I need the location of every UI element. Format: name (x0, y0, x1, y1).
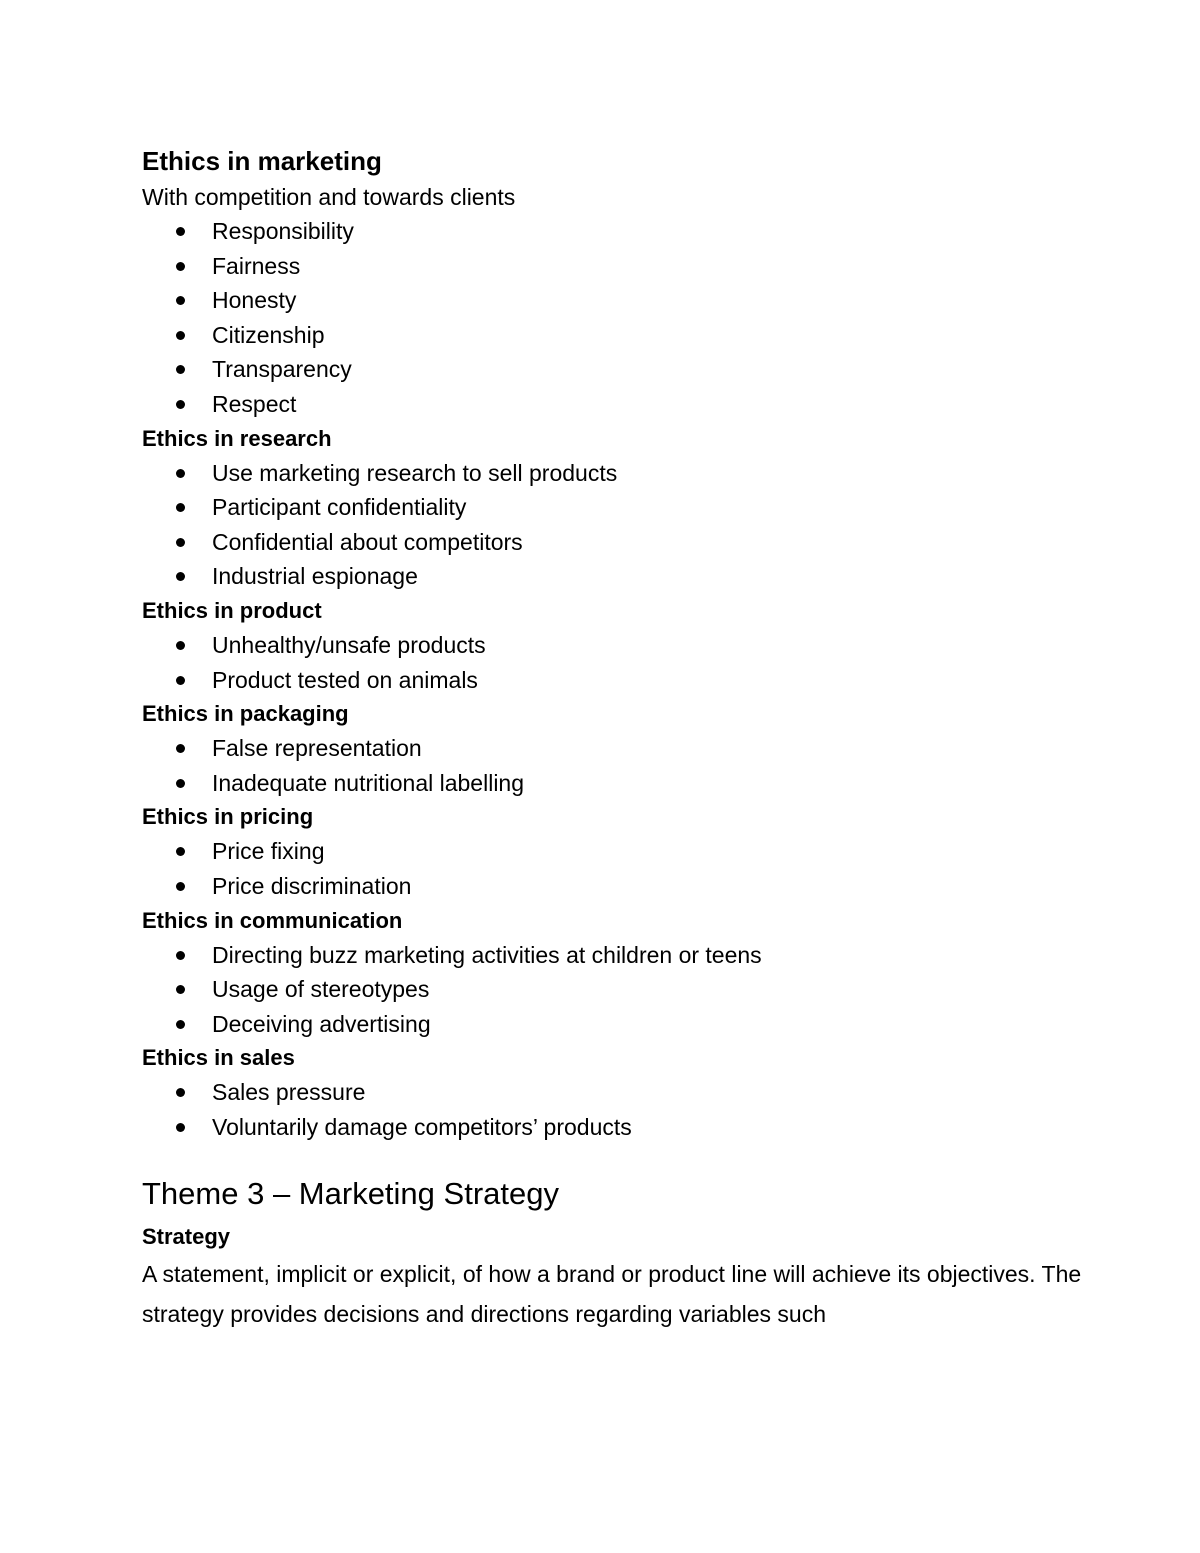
bullet-text: Citizenship (212, 321, 325, 348)
bullet-dot-icon (176, 951, 185, 960)
bullet-text: Price fixing (212, 838, 325, 865)
document-content (142, 142, 1102, 1334)
ethics-sections (142, 422, 1102, 1145)
bullet-text: Confidential about competitors (212, 528, 523, 555)
bullet-text: Unhealthy/unsafe products (212, 631, 486, 658)
theme-title: Theme 3 – Marketing Strategy (142, 1176, 559, 1212)
bullet-item (142, 387, 1102, 422)
bullet-dot-icon (176, 744, 185, 753)
bullet-text: Sales pressure (212, 1079, 366, 1106)
bullet-text: Usage of stereotypes (212, 976, 430, 1003)
bullet-item (142, 456, 1102, 491)
bullet-text: Responsibility (212, 218, 354, 244)
bullet-item (142, 525, 1102, 560)
bullet-item (142, 283, 1102, 318)
section-heading: Ethics in product (142, 597, 322, 623)
bullet-dot-icon (176, 400, 185, 409)
bullet-item (142, 766, 1102, 801)
bullet-text: Inadequate nutritional labelling (212, 769, 525, 796)
bullet-dot-icon (176, 676, 185, 685)
bullet-item (142, 490, 1102, 525)
bullet-dot-icon (176, 227, 185, 236)
bullet-text: Product tested on animals (212, 666, 478, 693)
bullet-item (142, 1007, 1102, 1042)
bullet-dot-icon (176, 296, 185, 305)
bullet-item (142, 249, 1102, 284)
bullet-dot-icon (176, 365, 185, 374)
bullet-dot-icon (176, 469, 185, 478)
bullet-item (142, 214, 1102, 249)
document-subtitle: With competition and towards clients (142, 184, 516, 210)
section-heading: Ethics in pricing (142, 804, 314, 830)
bullet-dot-icon (176, 331, 185, 340)
bullet-item (142, 628, 1102, 663)
section-bullet-list (142, 731, 1102, 800)
section-bullet-list (142, 938, 1102, 1042)
bullet-dot-icon (176, 779, 185, 788)
bullet-text: Respect (212, 390, 297, 417)
bullet-item (142, 1110, 1102, 1145)
bullet-dot-icon (176, 1020, 185, 1029)
bullet-dot-icon (176, 503, 185, 512)
section-heading: Ethics in sales (142, 1045, 295, 1071)
bullet-dot-icon (176, 985, 185, 994)
section-heading: Ethics in research (142, 425, 332, 451)
bullet-text: Transparency (212, 356, 352, 383)
section-bullet-list (142, 1075, 1102, 1144)
bullet-text: Fairness (212, 252, 301, 279)
bullet-text: Directing buzz marketing activities at children or teens (212, 941, 762, 968)
bullet-text: Price discrimination (212, 872, 412, 899)
bullet-dot-icon (176, 262, 185, 271)
bullet-item (142, 559, 1102, 594)
section-heading: Ethics in communication (142, 907, 403, 933)
bullet-dot-icon (176, 538, 185, 547)
bullet-text: Voluntarily damage competitors’ products (212, 1113, 632, 1140)
section-bullet-list (142, 456, 1102, 594)
section-bullet-list (142, 834, 1102, 903)
bullet-text: False representation (212, 735, 422, 762)
bullet-item (142, 663, 1102, 698)
section-bullet-list (142, 628, 1102, 697)
bullet-text: Participant confidentiality (212, 494, 467, 521)
bullet-dot-icon (176, 1123, 185, 1132)
bullet-item (142, 318, 1102, 353)
strategy-paragraph: A statement, implicit or explicit, of how a brand or product line will achieve its objectives. The strategy provides decisions and directions regarding variables such (142, 1261, 1082, 1328)
bullet-text: Industrial espionage (212, 563, 418, 590)
bullet-item (142, 938, 1102, 973)
bullet-dot-icon (176, 882, 185, 891)
bullet-dot-icon (176, 1088, 185, 1097)
bullet-dot-icon (176, 572, 185, 581)
bullet-item (142, 869, 1102, 904)
intro-bullet-list (142, 214, 1102, 422)
bullet-dot-icon (176, 847, 185, 856)
bullet-item (142, 834, 1102, 869)
bullet-text: Use marketing research to sell products (212, 459, 618, 486)
bullet-dot-icon (176, 641, 185, 650)
bullet-item (142, 731, 1102, 766)
document-title: Ethics in marketing (142, 146, 382, 176)
bullet-text: Honesty (212, 287, 297, 314)
section-heading: Ethics in packaging (142, 701, 349, 727)
bullet-text: Deceiving advertising (212, 1010, 431, 1037)
strategy-heading: Strategy (142, 1224, 231, 1250)
bullet-item (142, 352, 1102, 387)
bullet-item (142, 1075, 1102, 1110)
bullet-item (142, 972, 1102, 1007)
